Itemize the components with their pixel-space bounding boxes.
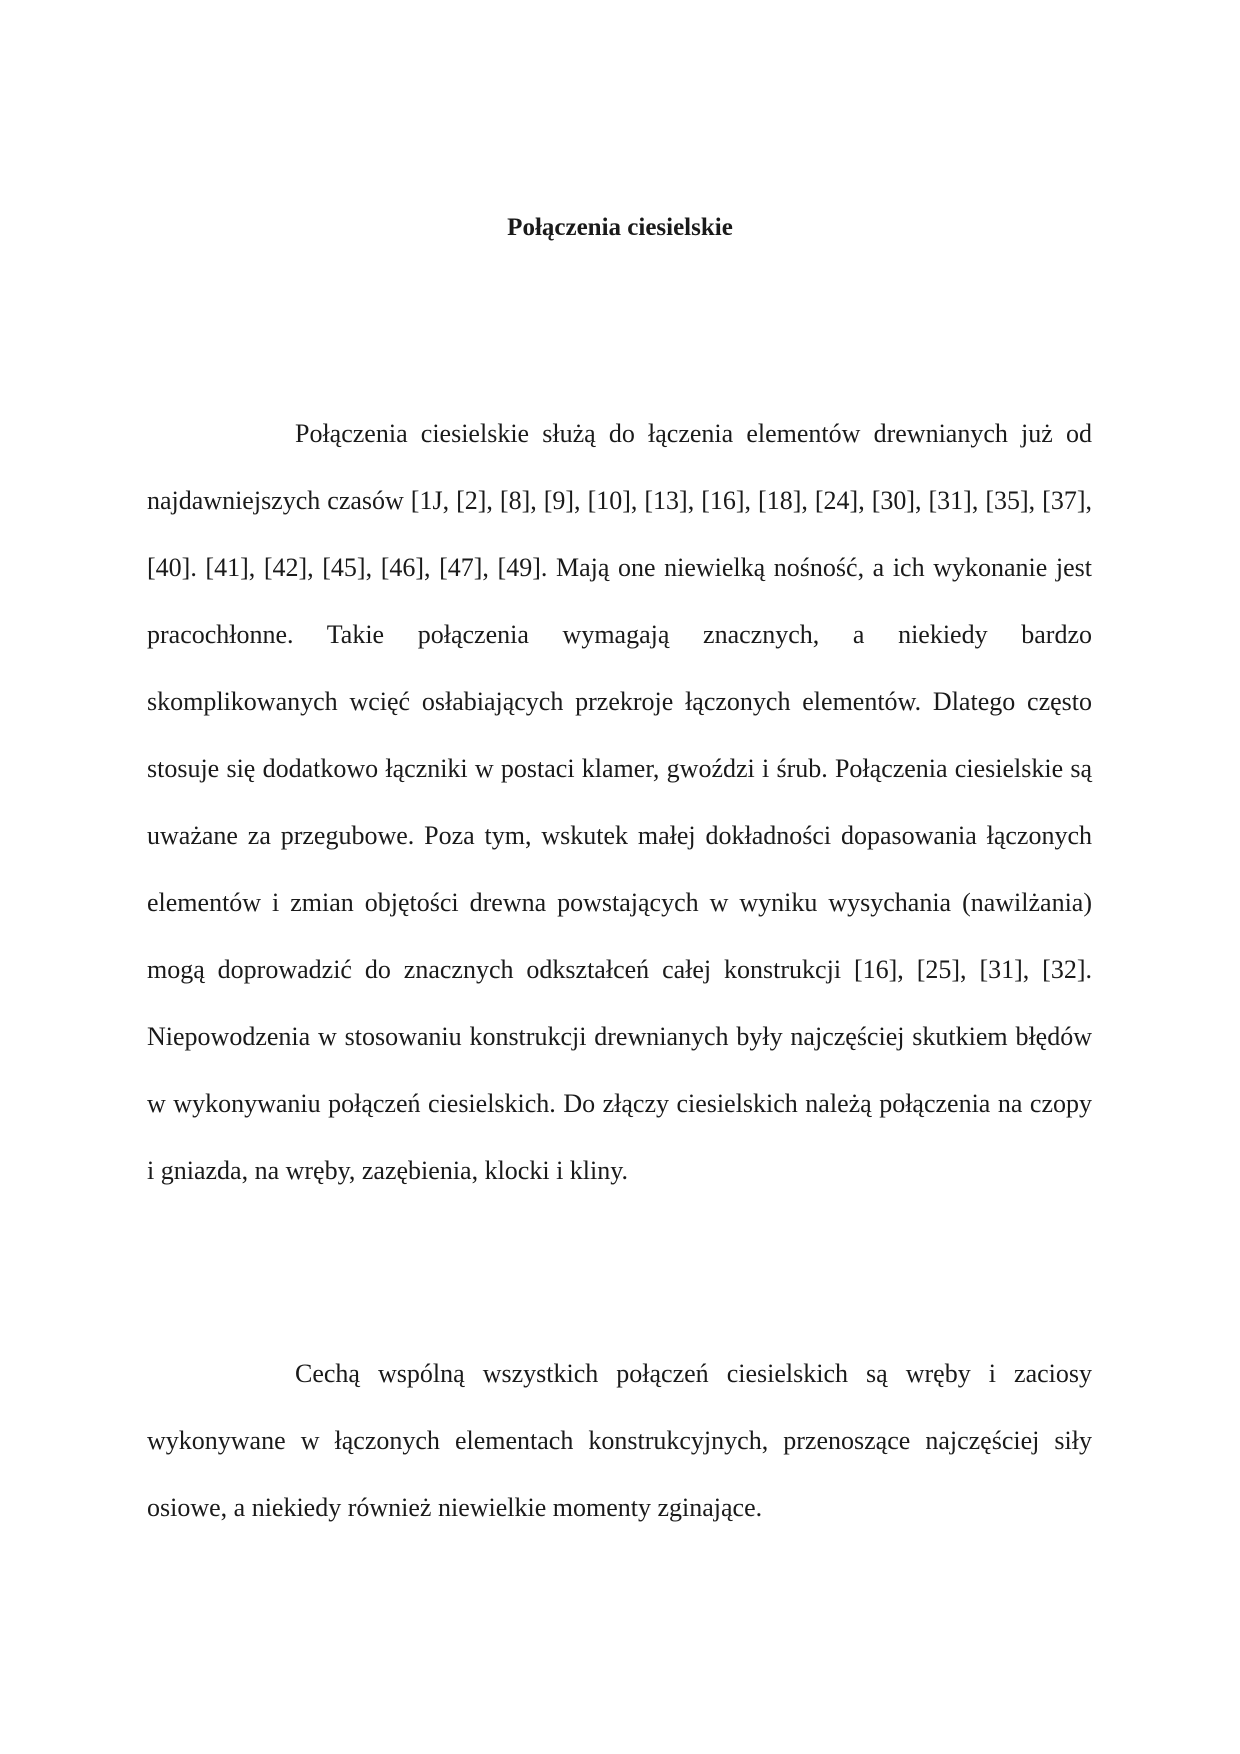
- paragraph-2: Cechą wspólną wszystkich połączeń ciesielskich są wręby i zaciosy wykonywane w łączonych elementach konstrukcyjnych, przenoszące najczęściej siły osiowe, a niekiedy również niewielkie momenty zginające.: [147, 1359, 1092, 1522]
- document-title: Połączenia ciesielskie: [507, 214, 733, 241]
- paragraph-1: Połączenia ciesielskie służą do łączenia elementów drewnianych już od najdawniejszych czasów [1J, [2], [8], [9], [10], [13], [16], [18], [24], [30], [31], [35], [37], [40]. [41], [42], [45], [46], [47], [49]. Mają one niewielką nośność, a ich wykonanie jest pracochłonne. Takie połączenia wymagają znacznych, a niekiedy bardzo skomplikowanych wcięć osłabiających przekroje łączonych elementów. Dlatego często stosuje się dodatkowo łączniki w postaci klamer, gwoździ i śrub. Połączenia ciesielskie są uważane za przegubowe. Poza tym, wskutek małej dokładności dopasowania łączonych elementów i zmian objętości drewna powstających w wyniku wysychania (nawilżania) mogą doprowadzić do znacznych odkształceń całej konstrukcji [16], [25], [31], [32]. Niepowodzenia w stosowaniu konstrukcji drewnianych były najczęściej skutkiem błędów w wykonywaniu połączeń ciesielskich. Do złączy ciesielskich należą połączenia na czopy i gniazda, na wręby, zazębienia, klocki i kliny.: [147, 419, 1092, 1185]
